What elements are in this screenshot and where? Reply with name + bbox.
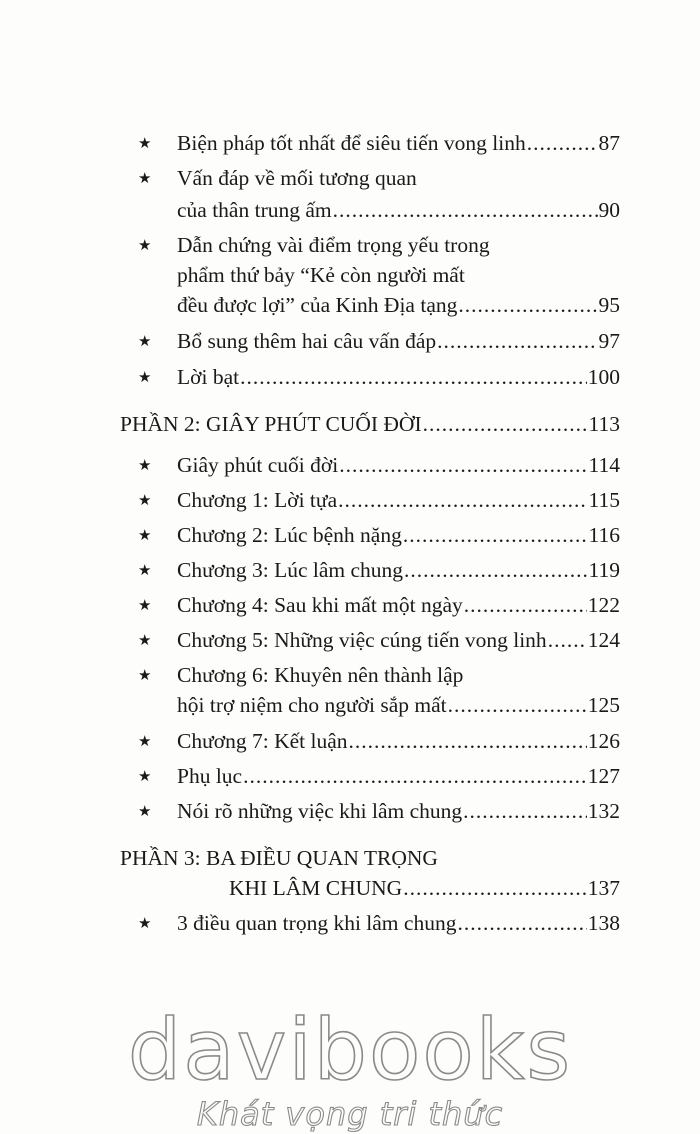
star-bullet-icon: ★ (138, 169, 152, 187)
star-bullet-icon: ★ (138, 134, 152, 152)
star-bullet-icon: ★ (138, 491, 152, 509)
toc-entry-line: hội trợ niệm cho người sắp mất ..... 125 (177, 690, 620, 720)
page-number: 132 (587, 799, 620, 823)
toc-entry-line: Chương 4: Sau khi mất một ngày ..... 122 (177, 590, 620, 620)
page-number: 137 (587, 876, 620, 900)
section-title-line: KHI LÂM CHUNG ..... 137 (229, 873, 620, 903)
toc-entry-line: Vấn đáp về mối tương quan (177, 166, 417, 190)
page-number: 95 (598, 293, 620, 317)
page-number: 125 (587, 693, 620, 717)
section-title-line: PHẦN 2: GIÂY PHÚT CUỐI ĐỜI ..... 113 (120, 409, 620, 439)
star-bullet-icon: ★ (138, 802, 152, 820)
star-bullet-icon: ★ (138, 732, 152, 750)
page-number: 116 (588, 523, 620, 547)
toc-entry-line: Bổ sung thêm hai câu vấn đáp ..... 97 (177, 326, 620, 356)
toc-entry-line: phẩm thứ bảy “Kẻ còn người mất (177, 263, 465, 287)
star-bullet-icon: ★ (138, 767, 152, 785)
toc-entry-line: Lời bạt ..... 100 (177, 362, 620, 392)
toc-entry-line: đều được lợi” của Kinh Địa tạng ..... 95 (177, 290, 620, 320)
toc-entry-line: Chương 3: Lúc lâm chung ..... 119 (177, 555, 620, 585)
watermark-slogan: Khát vọng tri thức (196, 1095, 504, 1133)
toc-entry-line: Chương 7: Kết luận ..... 126 (177, 726, 620, 756)
toc-entry-line: Nói rõ những việc khi lâm chung ..... 132 (177, 796, 620, 826)
star-bullet-icon: ★ (138, 456, 152, 474)
section-title-line: PHẦN 3: BA ĐIỀU QUAN TRỌNG (120, 846, 438, 870)
toc-entry-line: Chương 2: Lúc bệnh nặng ..... 116 (177, 520, 620, 550)
page-number: 115 (588, 488, 620, 512)
toc-entry-line: Dẫn chứng vài điểm trọng yếu trong (177, 233, 490, 257)
page-number: 127 (587, 764, 620, 788)
toc-entry-line: Chương 6: Khuyên nên thành lập (177, 663, 464, 687)
page-number: 122 (587, 593, 620, 617)
toc-entry-line: Biện pháp tốt nhất để siêu tiến vong linh ..... 87 (177, 128, 620, 158)
toc-entry-line: của thân trung ấm ..... 90 (177, 195, 620, 225)
watermark-brand: davibooks (127, 1001, 573, 1099)
star-bullet-icon: ★ (138, 526, 152, 544)
page-number: 119 (588, 558, 620, 582)
page-number: 100 (587, 365, 620, 389)
page-number: 138 (587, 911, 620, 935)
star-bullet-icon: ★ (138, 561, 152, 579)
star-bullet-icon: ★ (138, 368, 152, 386)
star-bullet-icon: ★ (138, 666, 152, 684)
toc-entry-line: Phụ lục ..... 127 (177, 761, 620, 791)
page-number: 87 (598, 131, 620, 155)
toc-entry-line: Giây phút cuối đời ..... 114 (177, 450, 620, 480)
page-number: 113 (588, 412, 620, 436)
star-bullet-icon: ★ (138, 914, 152, 932)
toc-entry-line: Chương 1: Lời tựa ..... 115 (177, 485, 620, 515)
star-bullet-icon: ★ (138, 631, 152, 649)
page-number: 114 (588, 453, 620, 477)
star-bullet-icon: ★ (138, 596, 152, 614)
star-bullet-icon: ★ (138, 236, 152, 254)
page-number: 124 (587, 628, 620, 652)
page-number: 97 (598, 329, 620, 353)
toc-entry-line: Chương 5: Những việc cúng tiến vong linh ..... 124 (177, 625, 620, 655)
star-bullet-icon: ★ (138, 332, 152, 350)
page-number: 126 (587, 729, 620, 753)
page-number: 90 (598, 198, 620, 222)
toc-entry-line: 3 điều quan trọng khi lâm chung ..... 138 (177, 908, 620, 938)
